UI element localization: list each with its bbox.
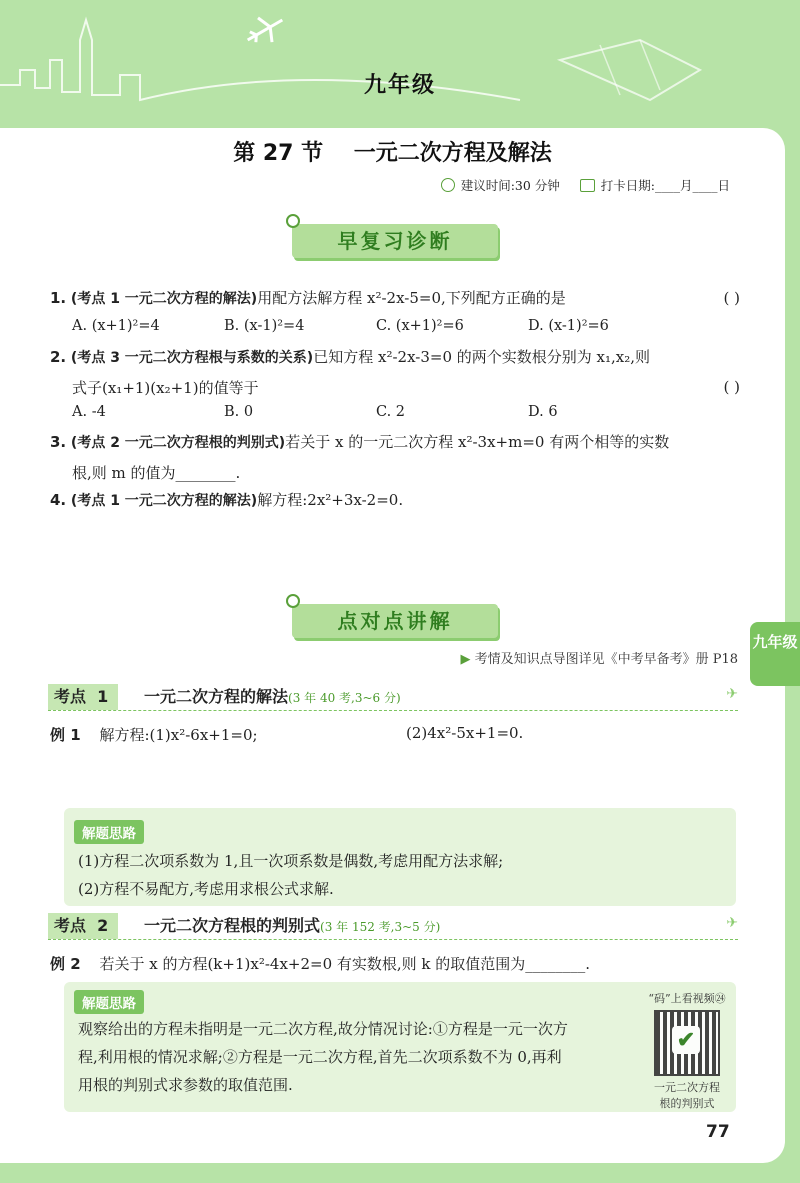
example-1: [50, 724, 258, 745]
airplane-icon: [241, 8, 290, 52]
option-b: B. 0: [224, 404, 254, 420]
paper-plane-icon: ✈: [726, 915, 738, 931]
kaodian-stats: (3 年 152 考,3~5 分): [320, 920, 441, 934]
paper-plane-icon: ✈: [726, 686, 738, 702]
solution-line: (1)方程二次项系数为 1,且一次项系数是偶数,考虑用配方法求解;: [78, 852, 504, 870]
kaodian-title: [144, 913, 440, 940]
question-text-line2: 式子(x₁+1)(x₂+1)的值等于: [72, 379, 259, 397]
question-text-line2: 根,则 m 的值为________.: [72, 464, 241, 482]
option-a: A. (x+1)²=4: [72, 318, 160, 334]
grade-title: 九年级: [363, 73, 436, 98]
play-arrow-icon: ▶: [460, 652, 471, 667]
question-kaodian: (考点 1 一元二次方程的解法): [70, 291, 258, 307]
kaodian-title-text: 一元二次方程的解法: [144, 687, 289, 706]
kaodian-title-text: 一元二次方程根的判别式: [144, 916, 321, 935]
example-1-part-2: (2)4x²-5x+1=0.: [406, 724, 524, 742]
reference-text: 考情及知识点导图详见《中考早备考》册 P18: [474, 652, 738, 667]
question-text: 解方程:2x²+3x-2=0.: [257, 491, 404, 509]
solution-line: 用根的判别式求参数的取值范围.: [78, 1076, 293, 1094]
solution-idea-2: [64, 982, 736, 1112]
video-qr-block[interactable]: [637, 990, 737, 1111]
question-number: 3.: [50, 433, 67, 451]
question-text: 用配方法解方程 x²-2x-5=0,下列配方正确的是: [257, 289, 566, 307]
example-label: 例 2: [50, 955, 81, 973]
example-2: [50, 953, 590, 974]
kaodian-tag: 考点 2: [48, 913, 118, 939]
kaodian-1-header: [48, 684, 738, 711]
question-text: 若关于 x 的一元二次方程 x²-3x+m=0 有两个相等的实数: [285, 433, 670, 451]
qr-caption-line1: 一元二次方程: [654, 1081, 720, 1094]
example-text: 若关于 x 的方程(k+1)x²-4x+2=0 有实数根,则 k 的取值范围为________.: [99, 955, 591, 973]
page-number: 77: [706, 1122, 730, 1142]
question-text: 已知方程 x²-2x-3=0 的两个实数根分别为 x₁,x₂,则: [313, 348, 651, 366]
explain-banner: 点对点讲解: [292, 604, 498, 638]
question-3: [50, 427, 740, 488]
question-1: [50, 283, 740, 314]
solution-line: 程,利用根的情况求解;②方程是一元二次方程,首先二次项系数不为 0,再利: [78, 1048, 562, 1066]
question-4: [50, 485, 740, 516]
question-number: 4.: [50, 491, 67, 509]
solution-idea-1: [64, 808, 736, 906]
option-d: D. 6: [528, 404, 558, 420]
qr-code-icon[interactable]: [654, 1010, 720, 1076]
solution-line: 观察给出的方程未指明是一元二次方程,故分情况讨论:①方程是一元一次方: [78, 1020, 568, 1038]
kaodian-stats: (3 年 40 考,3~6 分): [288, 691, 401, 705]
question-kaodian: (考点 2 一元二次方程根的判别式): [70, 435, 286, 451]
option-a: A. -4: [72, 404, 106, 420]
side-tab-grade: 九年级: [750, 622, 800, 686]
solution-line: (2)方程不易配方,考虑用求根公式求解.: [78, 880, 334, 898]
answer-paren: ( ): [723, 289, 740, 307]
section-title: 第 27 节 一元二次方程及解法: [233, 141, 552, 166]
solution-idea-tag: 解题思路: [74, 820, 144, 844]
option-d: D. (x-1)²=6: [528, 318, 609, 334]
checkmark-icon: ✔: [672, 1026, 700, 1054]
suggested-time: 建议时间:30 分钟: [460, 178, 560, 193]
example-label: 例 1: [50, 726, 81, 744]
question-number: 2.: [50, 348, 67, 366]
banner-decoration: [0, 0, 800, 130]
qr-caption-line2: 根的判别式: [659, 1097, 715, 1110]
kaodian-2-header: [48, 913, 738, 940]
section-meta: [441, 176, 730, 194]
solution-idea-tag: 解题思路: [74, 990, 144, 1014]
early-review-banner: 早复习诊断: [292, 224, 498, 258]
question-kaodian: (考点 3 一元二次方程根与系数的关系): [70, 350, 314, 366]
example-part-1: 解方程:(1)x²-6x+1=0;: [99, 726, 258, 744]
answer-paren: ( ): [723, 378, 740, 396]
question-number: 1.: [50, 289, 67, 307]
question-2: [50, 342, 740, 403]
option-c: C. 2: [376, 404, 406, 420]
reference-note: [460, 648, 738, 667]
calendar-icon: [580, 179, 595, 192]
kaodian-title: [144, 684, 401, 711]
qr-caption-top: “码”上看视频㉔: [648, 992, 726, 1005]
question-kaodian: (考点 1 一元二次方程的解法): [70, 493, 258, 509]
checkin-date: 打卡日期:____月____日: [600, 178, 730, 193]
alarm-clock-icon: [441, 178, 455, 192]
kaodian-tag: 考点 1: [48, 684, 118, 710]
option-c: C. (x+1)²=6: [376, 318, 464, 334]
option-b: B. (x-1)²=4: [224, 318, 305, 334]
